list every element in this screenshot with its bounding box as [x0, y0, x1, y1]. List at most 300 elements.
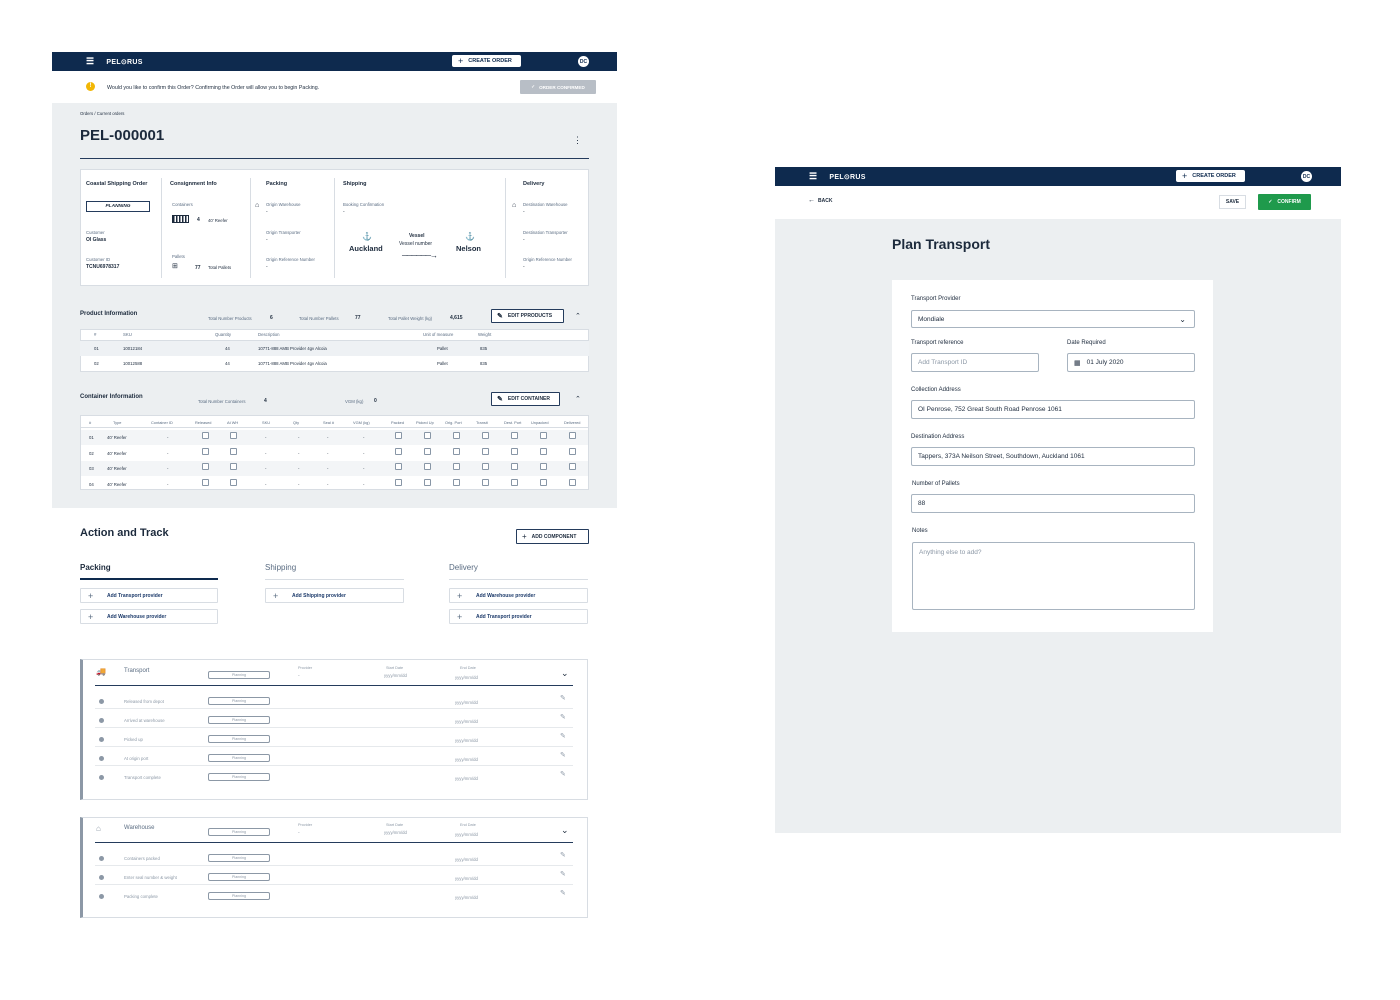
total-pallets-label: Total Number Pallets — [299, 316, 339, 321]
calendar-icon: ▦ — [1074, 359, 1081, 367]
table-header-cell: Quantity — [215, 332, 232, 337]
plus-icon: + — [1182, 171, 1188, 181]
status-dot — [99, 718, 104, 723]
step-status-pill: Planning — [208, 773, 270, 781]
origin-warehouse-value: - — [266, 209, 268, 215]
product-table-body — [80, 341, 589, 371]
step-name: Packing complete — [124, 894, 158, 899]
checkbox[interactable] — [230, 463, 237, 470]
vessel-number: Vessel number — [399, 241, 433, 247]
table-header-cell: Delivered — [564, 420, 581, 425]
confirm-alert-text: Would you like to confirm this Order? Confirming the Order will allow you to begin Packing. — [107, 85, 320, 91]
table-header-cell: At WH — [227, 420, 239, 425]
table-cell: - — [265, 435, 267, 440]
tab-active-underline — [80, 578, 218, 580]
table-cell: - — [327, 466, 329, 471]
table-cell: 10771-888 AMB Provider 4gv Alcoia — [258, 346, 327, 351]
status-pill: Planning — [208, 671, 270, 679]
order-type: Coastal Shipping Order — [86, 181, 148, 187]
delivery-title: Delivery — [523, 181, 545, 187]
checkbox[interactable] — [202, 479, 209, 486]
menu-icon[interactable]: ☰ — [809, 171, 818, 181]
table-cell: 40' Reefer — [107, 481, 127, 487]
table-cell: 835 — [480, 346, 488, 351]
checkbox[interactable] — [540, 432, 547, 439]
provider-value: - — [298, 830, 300, 836]
pencil-icon[interactable]: ✎ — [560, 871, 566, 878]
table-cell: 44 — [225, 346, 230, 351]
tab-shipping[interactable]: Shipping — [265, 563, 297, 572]
table-row — [81, 446, 588, 461]
pencil-icon[interactable]: ✎ — [560, 714, 566, 721]
customer-value: OI Glass — [86, 237, 107, 243]
step-name: Released from depot — [124, 699, 164, 704]
top-navbar — [52, 52, 617, 71]
step-status-pill: Planning — [208, 873, 270, 881]
step-status-pill: Planning — [208, 716, 270, 724]
add-provider-label: Add Transport provider — [476, 614, 532, 620]
checkbox[interactable] — [482, 432, 489, 439]
step-divider — [95, 865, 573, 866]
notes-textarea[interactable]: Anything else to add? — [912, 542, 1195, 610]
warning-icon: ! — [86, 82, 95, 91]
truck-icon: 🚚 — [96, 667, 106, 676]
table-cell: 40' Reefer — [107, 466, 127, 471]
edit-container-button[interactable]: ✎ EDIT CONTAINER — [491, 392, 560, 406]
checkbox[interactable] — [395, 479, 402, 486]
step-date: yyyy/mm/dd — [455, 738, 478, 743]
add-provider-button[interactable] — [80, 609, 218, 624]
table-cell: - — [265, 450, 267, 456]
total-containers-label: Total Number Containers — [198, 399, 246, 404]
checkbox[interactable] — [540, 479, 547, 486]
origin-reference-label: Origin Reference Number — [266, 257, 315, 262]
step-date: yyyy/mm/dd — [455, 876, 478, 881]
table-cell: 02 — [94, 361, 99, 366]
checkbox[interactable] — [511, 448, 518, 455]
plus-icon: + — [273, 591, 279, 601]
table-header-cell: Type — [113, 420, 122, 425]
summary-divider — [161, 178, 162, 278]
checkbox[interactable] — [395, 463, 402, 470]
tab-underline — [449, 579, 588, 580]
table-cell: 01 — [94, 346, 99, 351]
step-status-pill: Planning — [208, 697, 270, 705]
create-order-button[interactable]: + CREATE ORDER — [452, 55, 521, 67]
provider-label: Provider — [298, 666, 313, 670]
origin-port: Auckland — [349, 244, 383, 253]
destination-port: Nelson — [456, 244, 482, 253]
table-header-cell: Description — [258, 332, 280, 337]
total-containers-value: 4 — [264, 398, 267, 404]
more-options-icon[interactable]: ⋮ — [573, 135, 582, 145]
notes-label: Notes — [912, 528, 928, 534]
checkbox[interactable] — [424, 479, 431, 486]
back-button[interactable]: ← BACK — [808, 197, 833, 204]
step-divider — [95, 765, 573, 766]
table-row — [81, 430, 588, 445]
status-dot — [99, 737, 104, 742]
packing-title: Packing — [266, 181, 288, 187]
total-weight-label: Total Pallet Weight (kg) — [388, 316, 433, 321]
add-provider-label: Add Transport provider — [107, 593, 163, 599]
product-section-title: Product Information — [80, 311, 138, 317]
step-date: yyyy/mm/dd — [455, 857, 478, 862]
provider-value: - — [298, 673, 300, 679]
anchor-icon: ⚓ — [362, 232, 372, 241]
brand-logo: PEL⊙RUS — [106, 58, 143, 66]
checkbox[interactable] — [424, 463, 431, 470]
table-cell: - — [363, 435, 365, 440]
summary-divider — [505, 178, 506, 278]
table-cell: 10012588 — [123, 361, 143, 366]
arrow-right-icon: ──────→ — [402, 251, 438, 260]
chevron-down-icon[interactable]: ⌄ — [561, 825, 569, 835]
add-provider-button[interactable] — [449, 609, 588, 624]
pallets-count: 77 — [195, 265, 201, 271]
action-track-title: Action and Track — [80, 527, 169, 539]
checkbox[interactable] — [453, 432, 460, 439]
tab-underline — [265, 579, 404, 580]
checkbox[interactable] — [424, 448, 431, 455]
start-date-value: yyyy/mm/dd — [384, 673, 407, 678]
destination-warehouse-label: Destination Warehouse — [523, 202, 568, 207]
table-row — [80, 356, 589, 371]
pallets-type: Total Pallets — [208, 265, 232, 270]
tab-delivery[interactable]: Delivery — [449, 563, 478, 572]
summary-divider — [334, 178, 335, 278]
table-cell: 03 — [89, 466, 94, 471]
booking-confirmation-label: Booking Confirmation — [343, 202, 385, 207]
table-header-cell: # — [94, 332, 97, 337]
checkbox[interactable] — [569, 479, 576, 486]
confirm-button[interactable]: ✓ CONFIRM — [1258, 194, 1311, 210]
shipping-title: Shipping — [343, 181, 367, 187]
step-divider — [95, 708, 573, 709]
table-cell: - — [167, 466, 169, 471]
table-cell: 02 — [89, 450, 94, 456]
summary-divider — [250, 178, 251, 278]
add-provider-button[interactable] — [449, 588, 588, 603]
home-icon: ⌂ — [96, 824, 101, 833]
table-cell: 40' Reefer — [107, 450, 127, 456]
table-cell: - — [327, 435, 329, 440]
containers-count: 4 — [197, 217, 200, 223]
consignment-title: Consignment Info — [170, 181, 217, 187]
table-header-cell: SKU — [262, 420, 270, 425]
checkbox[interactable] — [569, 463, 576, 470]
provider-label: Transport Provider — [911, 296, 961, 302]
table-header-cell: Qty — [293, 420, 300, 425]
table-cell: - — [167, 435, 169, 440]
step-date: yyyy/mm/dd — [455, 700, 478, 705]
step-name: Containers packed — [124, 856, 160, 861]
container-icon — [172, 215, 189, 223]
checkbox[interactable] — [511, 463, 518, 470]
table-header-cell: Picked Up — [416, 420, 434, 425]
end-date-value: yyyy/mm/dd — [455, 832, 478, 837]
pencil-icon[interactable]: ✎ — [560, 890, 566, 897]
add-component-button[interactable]: + ADD COMPONENT — [516, 529, 589, 544]
arrow-left-icon: ← — [808, 197, 815, 204]
start-date-label: Start Date — [386, 666, 404, 670]
step-name: Arrived at warehouse — [124, 718, 165, 723]
total-products-label: Total Number Products — [208, 316, 252, 321]
checkbox[interactable] — [511, 432, 518, 439]
checkbox[interactable] — [230, 479, 237, 486]
total-pallets-value: 77 — [355, 315, 361, 321]
reference-label: Transport reference — [911, 340, 964, 346]
provider-select[interactable]: Mondiale ⌄ — [911, 310, 1195, 328]
table-cell: - — [363, 450, 365, 456]
order-confirmed-button[interactable]: ✓ ORDER CONFIRMED — [520, 80, 596, 94]
check-icon: ✓ — [1268, 199, 1273, 205]
checkbox[interactable] — [482, 479, 489, 486]
check-icon: ✓ — [531, 84, 536, 89]
table-header-cell: Seal # — [323, 420, 335, 425]
customer-id-value: TCNU6978317 — [86, 264, 120, 270]
pallets-label: Number of Pallets — [912, 481, 960, 487]
step-name: At origin port — [124, 756, 149, 761]
step-divider — [95, 727, 573, 728]
tab-packing[interactable]: Packing — [80, 563, 111, 572]
table-row — [80, 341, 589, 356]
containers-label: Containers — [172, 202, 193, 207]
vgm-label: VGM (kg) — [345, 399, 364, 404]
step-name: Picked up — [124, 737, 143, 742]
pencil-icon: ✎ — [497, 396, 503, 403]
destination-transporter-label: Destination Transporter — [523, 230, 568, 235]
destination-reference-value: - — [523, 264, 525, 270]
home-icon: ⌂ — [512, 202, 517, 209]
menu-icon[interactable]: ☰ — [86, 56, 95, 66]
customer-label: Customer — [86, 230, 105, 235]
home-icon: ⌂ — [255, 202, 260, 209]
end-date-label: End Date — [460, 823, 476, 827]
date-label: Date Required — [1067, 340, 1106, 346]
add-provider-label: Add Shipping provider — [292, 593, 346, 599]
plus-icon: + — [458, 56, 464, 66]
table-cell: 10771-888 AMB Provider 4gv Alcoia — [258, 361, 327, 366]
pencil-icon: ✎ — [497, 313, 503, 320]
origin-reference-value: - — [266, 264, 268, 270]
table-cell: - — [167, 481, 169, 487]
vgm-value: 0 — [374, 398, 377, 404]
table-cell: 40' Reefer — [107, 435, 127, 440]
edit-products-button[interactable]: ✎ EDIT PPRODUCTS — [491, 309, 564, 323]
step-date: yyyy/mm/dd — [455, 895, 478, 900]
origin-transporter-label: Origin Transporter — [266, 230, 301, 235]
destination-label: Destination Address — [911, 434, 965, 440]
add-provider-label: Add Warehouse provider — [476, 593, 536, 599]
step-name: Transport complete — [124, 775, 161, 780]
containers-type: 40' Reefer — [208, 218, 228, 223]
table-cell: 04 — [89, 481, 94, 487]
customer-id-label: Customer ID — [86, 257, 111, 262]
warehouse-component — [80, 817, 588, 918]
status-pill: Planning — [208, 828, 270, 836]
checkbox[interactable] — [424, 432, 431, 439]
plus-icon: + — [457, 591, 463, 601]
collection-input[interactable]: OI Penrose, 752 Great South Road Penrose 1061 — [911, 400, 1195, 419]
plus-icon: + — [88, 612, 94, 622]
checkbox[interactable] — [453, 463, 460, 470]
table-cell: - — [167, 450, 169, 456]
vessel-label: Vessel — [409, 233, 425, 239]
step-status-pill: Planning — [208, 854, 270, 862]
table-header-cell: # — [89, 420, 92, 425]
checkbox[interactable] — [202, 432, 209, 439]
table-header-cell: Dest. Port — [504, 420, 522, 425]
pallets-label: Pallets — [172, 254, 185, 259]
total-weight-value: 4,615 — [450, 315, 463, 321]
origin-warehouse-label: Origin Warehouse — [266, 202, 301, 207]
pencil-icon[interactable]: ✎ — [560, 752, 566, 759]
step-date: yyyy/mm/dd — [455, 776, 478, 781]
status-dot — [99, 756, 104, 761]
table-cell: - — [298, 450, 300, 456]
table-cell: 01 — [89, 435, 94, 440]
end-date-value: yyyy/mm/dd — [455, 675, 478, 680]
table-cell: - — [298, 466, 300, 471]
chevron-up-icon[interactable]: ⌃ — [575, 396, 581, 403]
table-cell: - — [363, 466, 365, 471]
table-header-cell: SKU — [123, 332, 132, 337]
checkbox[interactable] — [202, 463, 209, 470]
pencil-icon[interactable]: ✎ — [560, 771, 566, 778]
component-name: Transport — [124, 668, 150, 674]
breadcrumb[interactable]: Orders / Current orders — [80, 111, 125, 116]
collection-label: Collection Address — [911, 387, 961, 393]
top-navbar — [775, 167, 1341, 186]
step-name: Enter seal number & weight — [124, 875, 177, 880]
checkbox[interactable] — [395, 432, 402, 439]
step-divider — [95, 746, 573, 747]
checkbox[interactable] — [569, 448, 576, 455]
table-cell: - — [327, 450, 329, 456]
table-header-cell: Unit of measure — [423, 332, 454, 337]
table-cell: - — [265, 481, 267, 487]
step-status-pill: Planning — [208, 754, 270, 762]
table-row — [81, 477, 588, 492]
page-title: Plan Transport — [892, 236, 991, 252]
table-header-cell: Unpacked — [531, 420, 549, 425]
page-title: PEL-000001 — [80, 127, 165, 144]
pallets-input[interactable]: 88 — [911, 494, 1195, 513]
add-provider-button[interactable] — [265, 588, 404, 603]
plus-icon: + — [522, 532, 527, 541]
step-status-pill: Planning — [208, 892, 270, 900]
status-dot — [99, 775, 104, 780]
destination-warehouse-value: - — [523, 209, 525, 215]
status-dot — [99, 856, 104, 861]
brand-logo: PEL⊙RUS — [829, 173, 866, 181]
table-cell: Pallet — [437, 361, 448, 366]
table-row — [81, 461, 588, 476]
table-header-cell: Container ID — [151, 420, 173, 425]
add-provider-button[interactable] — [80, 588, 218, 603]
component-name: Warehouse — [124, 825, 155, 831]
checkbox[interactable] — [202, 448, 209, 455]
checkbox[interactable] — [395, 448, 402, 455]
checkbox[interactable] — [482, 448, 489, 455]
add-provider-label: Add Warehouse provider — [107, 614, 167, 620]
pencil-icon[interactable]: ✎ — [560, 733, 566, 740]
save-button[interactable]: SAVE — [1219, 195, 1246, 209]
start-date-label: Start Date — [386, 823, 404, 827]
table-header-cell: Weight — [478, 332, 492, 337]
step-date: yyyy/mm/dd — [455, 719, 478, 724]
start-date-value: yyyy/mm/dd — [384, 830, 407, 835]
product-table-header — [80, 331, 589, 339]
plus-icon: + — [457, 612, 463, 622]
total-products-value: 6 — [270, 315, 273, 321]
checkbox[interactable] — [482, 463, 489, 470]
origin-transporter-value: - — [266, 237, 268, 243]
table-cell: 44 — [225, 361, 230, 366]
table-cell: Pallet — [437, 346, 448, 351]
table-header-cell: Orig. Port — [445, 420, 462, 425]
table-header-cell: Transit — [476, 420, 488, 425]
step-date: yyyy/mm/dd — [455, 757, 478, 762]
chevron-down-icon: ⌄ — [1179, 314, 1186, 324]
reference-input[interactable]: Add Transport ID — [911, 353, 1039, 372]
pencil-icon[interactable]: ✎ — [560, 852, 566, 859]
status-dot — [99, 699, 104, 704]
table-cell: - — [327, 481, 329, 487]
table-cell: - — [298, 435, 300, 440]
chevron-up-icon[interactable]: ⌃ — [575, 313, 581, 320]
checkbox[interactable] — [453, 479, 460, 486]
avatar[interactable]: DC — [578, 56, 589, 67]
status-dot — [99, 875, 104, 880]
title-divider — [80, 158, 589, 159]
provider-label: Provider — [298, 823, 313, 827]
create-order-button[interactable]: + CREATE ORDER — [1176, 170, 1245, 182]
pencil-icon[interactable]: ✎ — [560, 695, 566, 702]
end-date-label: End Date — [460, 666, 476, 670]
chevron-down-icon[interactable]: ⌄ — [561, 668, 569, 678]
checkbox[interactable] — [540, 463, 547, 470]
anchor-icon: ⚓ — [465, 232, 475, 241]
destination-reference-label: Origin Reference Number — [523, 257, 572, 262]
checkbox[interactable] — [511, 479, 518, 486]
status-dot — [99, 894, 104, 899]
status-badge: PLANNING — [86, 201, 150, 212]
destination-input[interactable]: Tappers, 373A Neilson Street, Southdown, Auckland 1061 — [911, 447, 1195, 466]
table-header-cell: Packed — [391, 420, 404, 425]
destination-transporter-value: - — [523, 237, 525, 243]
table-cell: 835 — [480, 361, 488, 366]
table-header-cell: Released — [195, 420, 212, 425]
table-divider — [81, 427, 588, 428]
checkbox[interactable] — [230, 432, 237, 439]
container-table — [80, 415, 589, 490]
container-section-title: Container Information — [80, 394, 143, 400]
checkbox[interactable] — [569, 432, 576, 439]
step-divider — [95, 884, 573, 885]
date-input[interactable]: ▦ 01 July 2020 — [1067, 353, 1195, 372]
checkbox[interactable] — [540, 448, 547, 455]
checkbox[interactable] — [230, 448, 237, 455]
step-status-pill: Planning — [208, 735, 270, 743]
booking-confirmation-value: - — [343, 209, 345, 215]
checkbox[interactable] — [453, 448, 460, 455]
table-cell: 10012184 — [123, 346, 143, 351]
avatar[interactable]: DC — [1301, 171, 1312, 182]
table-header-cell: VGM (kg) — [353, 420, 370, 425]
pallet-icon: ⊞ — [172, 263, 178, 270]
